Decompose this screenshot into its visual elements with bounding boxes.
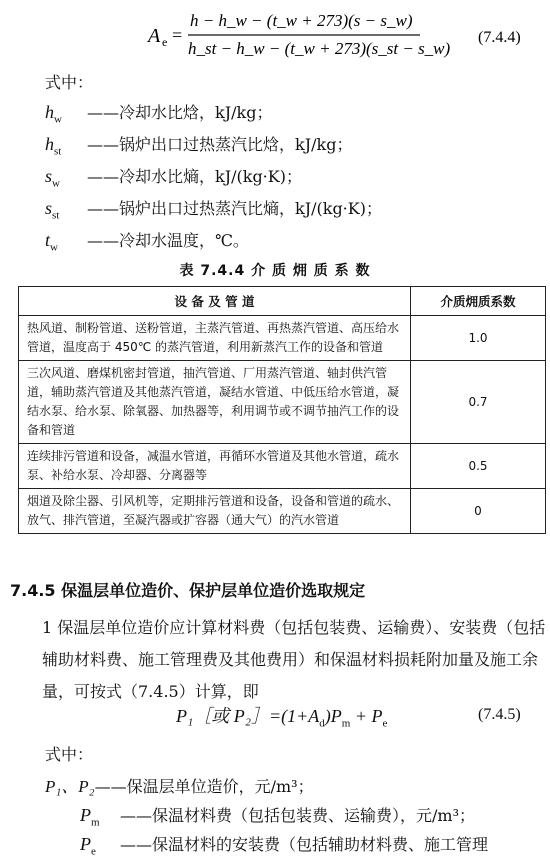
table-cell-desc: 连续排污管道和设备，减温水管道，再循环水管道及其他水管道，疏水泵、补给水泵、冷却器、分离器等 <box>19 444 411 489</box>
table-title: 表 7.4.4 介 质 㶲 质 系 数 <box>179 263 371 279</box>
table-cell-desc: 烟道及除尘器、引风机等，定期排污管道和设备，设备和管道的疏水、放气、排汽管道，至凝汽器或扩容器（通大气）的汽水管道 <box>19 489 411 534</box>
formula-number-2: (7.4.5) <box>478 706 521 723</box>
def-p1-p2: P₁、P₂——保温层单位造价，元/m³； <box>45 777 314 796</box>
where-label-2: 式中： <box>45 745 94 764</box>
svg-text:=: = <box>172 25 183 45</box>
formula-7-4-4-svg <box>0 6 550 62</box>
table-row <box>19 444 546 489</box>
table-header-row <box>19 287 546 316</box>
formula-number: (7.4.4) <box>478 29 521 46</box>
section-heading: 7.4.5 保温层单位造价、保护层单位造价选取规定 <box>10 581 366 600</box>
paragraph-text: 1 保温层单位造价应计算材料费（包括包装费、运输费）、安装费（包括辅助材料费、施工管理费及其他费用）和保温材料损耗附加量及施工余量，可按式（7.4.5）计算，即 <box>42 618 546 701</box>
table-row <box>19 489 546 534</box>
def-sst: $s_{st}$ ——锅炉出口过热蒸汽比熵，kJ/(kg·K)； <box>45 198 382 222</box>
formula-lhs-sub: e <box>162 35 168 49</box>
table-cell-desc: 热风道、制粉管道、送粉管道，主蒸汽管道、再热蒸汽管道、高压给水管道，温度高于 450℃ 的蒸汽管道，利用新蒸汽工作的设备和管道 <box>19 316 411 361</box>
formula-lhs: A <box>148 25 161 47</box>
table-row <box>19 361 546 444</box>
table-row <box>19 316 546 361</box>
table-cell-value: 0.7 <box>411 361 546 444</box>
table-cell-value: 0.5 <box>411 444 546 489</box>
table-cell-value: 0 <box>411 489 546 534</box>
def-pe: $P_e$ ——保温材料的安装费（包括辅助材料费、施工管理 <box>80 834 489 858</box>
table-header-coefficient: 介质㶲质系数 <box>411 287 546 316</box>
def-sw: $s_w$ ——冷却水比熵，kJ/(kg·K)； <box>45 166 302 190</box>
def-pm: $P_m$ ——保温材料费（包括包装费、运输费），元/m³； <box>80 805 475 829</box>
formula-numerator: h − h_w − (t_w + 273)(s − s_w) <box>190 11 413 30</box>
table-header-equipment: 设 备 及 管 道 <box>19 287 411 316</box>
table-cell-value: 1.0 <box>411 316 546 361</box>
def-hst: $h_{st}$ ——锅炉出口过热蒸汽比焓，kJ/kg； <box>45 134 353 158</box>
table-cell-desc: 三次风道、磨煤机密封管道，抽汽管道、厂用蒸汽管道、轴封供汽管道，辅助蒸汽管道及其他蒸汽管道，凝结水管道、中低压给水管道，凝结水泵、给水泵、除氧器、加热器等，利用调节或不调节抽汽工作的设备和管道 <box>19 361 411 444</box>
paragraph <box>10 612 546 708</box>
where-label-1: 式中： <box>45 73 94 92</box>
def-tw: $t_w$ ——冷却水温度，℃。 <box>45 230 249 254</box>
formula-7-4-5: P₁［或 $P_2]=(1+A_d)P_m + P_e$ <box>176 706 388 730</box>
formula-denominator: h_st − h_w − (t_w + 273)(s_st − s_w) <box>188 39 451 58</box>
exergy-coefficient-table <box>18 286 546 534</box>
formula-7-4-4 <box>0 6 550 58</box>
def-hw: $h_w$ ——冷却水比焓，kJ/kg； <box>45 102 273 126</box>
